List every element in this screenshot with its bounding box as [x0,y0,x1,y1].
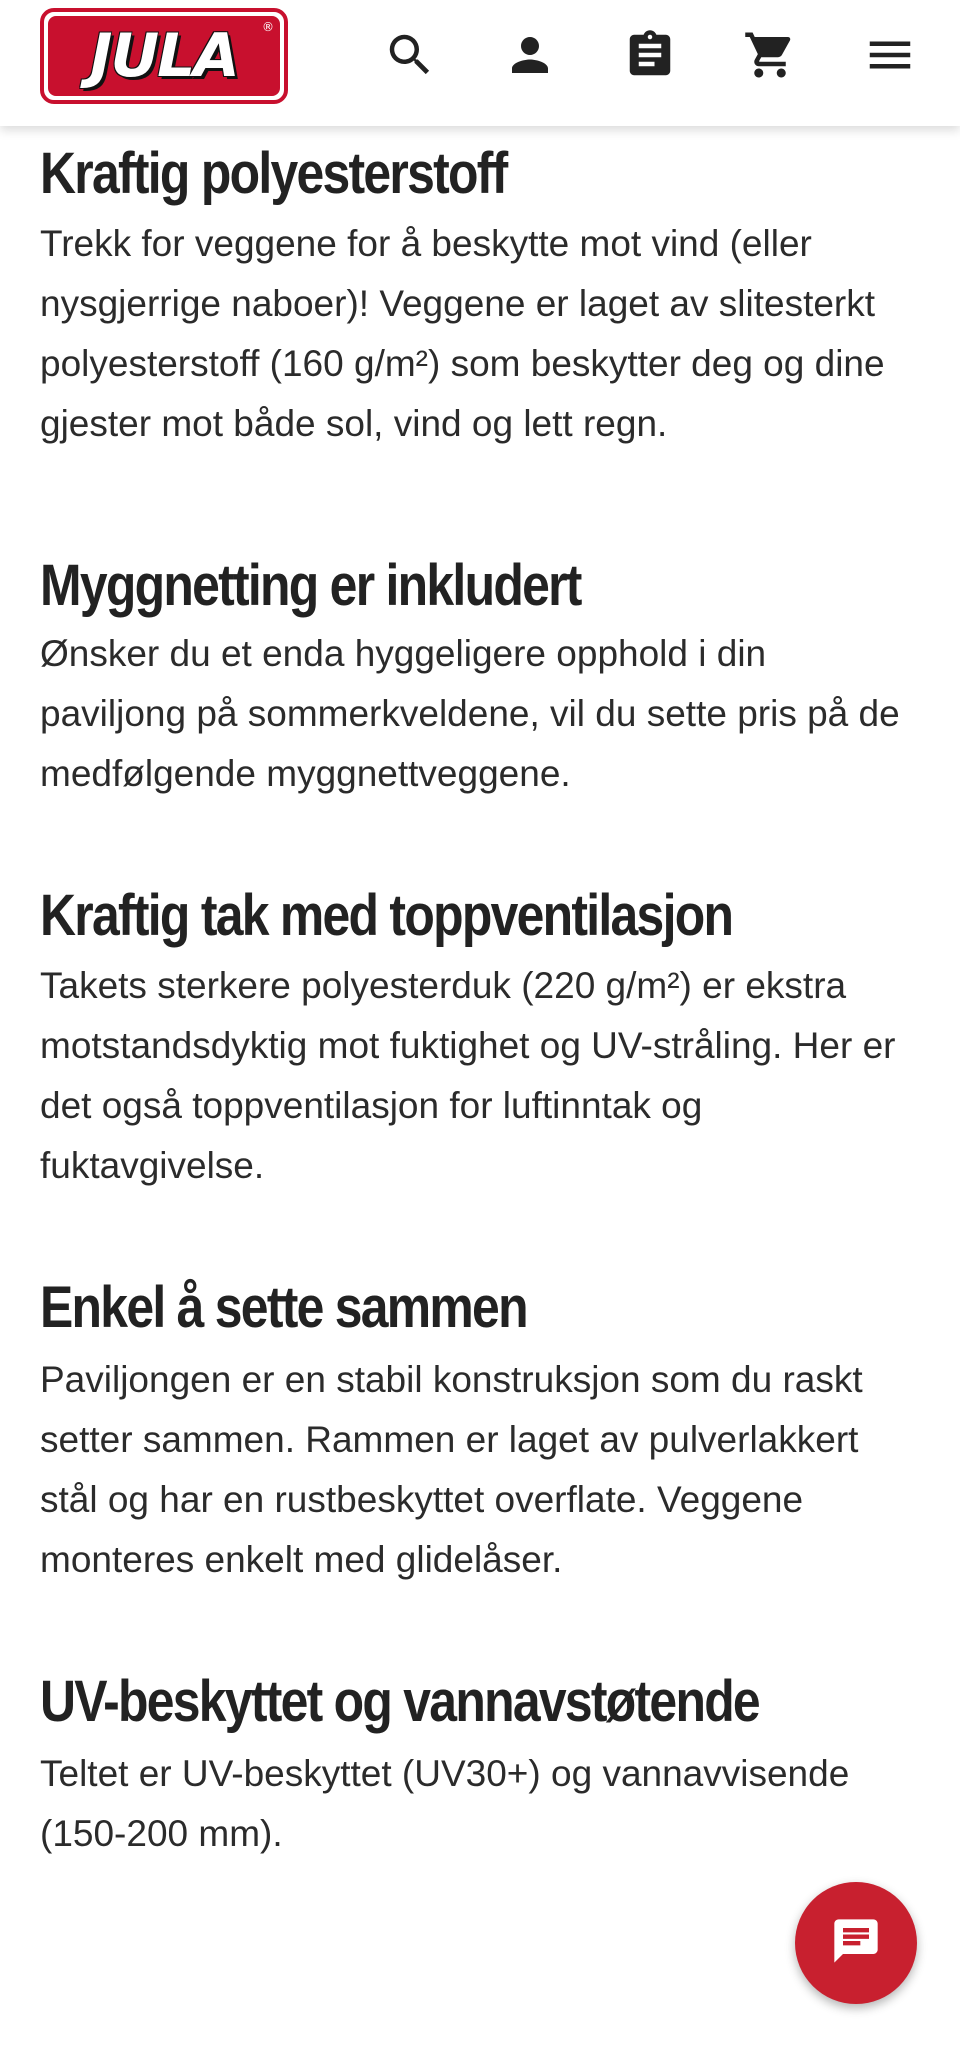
menu-icon [863,28,917,87]
search-button[interactable] [378,25,442,89]
menu-button[interactable] [858,25,922,89]
section-body: Teltet er UV-beskyttet (UV30+) og vannavvisende (150-200 mm). [40,1753,850,1854]
registered-mark: ® [262,20,274,34]
feature-section [40,1654,920,1864]
site-header [0,0,960,126]
search-icon [383,28,437,87]
account-button[interactable] [498,25,562,89]
account-icon [503,28,557,87]
feature-section [40,126,920,454]
logo-badge [48,16,280,96]
feature-section [40,538,920,804]
section-heading: Kraftig polyesterstoff [40,141,507,206]
cart-button[interactable] [738,25,802,89]
section-body: Ønsker du et enda hyggeligere opphold i din paviljong på sommerkveldene, vil du sette pris på de medfølgende myggnettveggene. [40,633,900,794]
section-heading: UV-beskyttet og vannavstøtende [40,1669,759,1734]
shopping-list-button[interactable] [618,25,682,89]
section-body: Takets sterkere polyesterduk (220 g/m²) er ekstra motstandsdyktig mot fuktighet og UV-stråling. Her er det også toppventilasjon for luftinntak og fuktavgivelse. [40,965,896,1186]
cart-icon [743,28,797,87]
feature-section [40,1260,920,1590]
clipboard-icon [623,28,677,87]
feature-section [40,868,920,1196]
product-description [40,126,920,1864]
section-body: Paviljongen er en stabil konstruksjon som du raskt setter sammen. Rammen er laget av pulverlakkert stål og har en rustbeskyttet overflate. Veggene monteres enkelt med glidelåser. [40,1359,863,1580]
logo-text: JULA [90,21,238,91]
jula-logo[interactable] [40,8,288,104]
chat-button[interactable] [795,1882,917,2004]
section-body: Trekk for veggene for å beskytte mot vind (eller nysgjerrige naboer)! Veggene er laget av slitesterkt polyesterstoff (160 g/m²) som beskytter deg og dine gjester mot både sol, vind og lett regn. [40,223,885,444]
chat-icon [830,1915,882,1972]
section-heading: Enkel å sette sammen [40,1275,527,1340]
section-heading: Myggnetting er inkludert [40,553,581,618]
section-heading: Kraftig tak med toppventilasjon [40,883,733,948]
